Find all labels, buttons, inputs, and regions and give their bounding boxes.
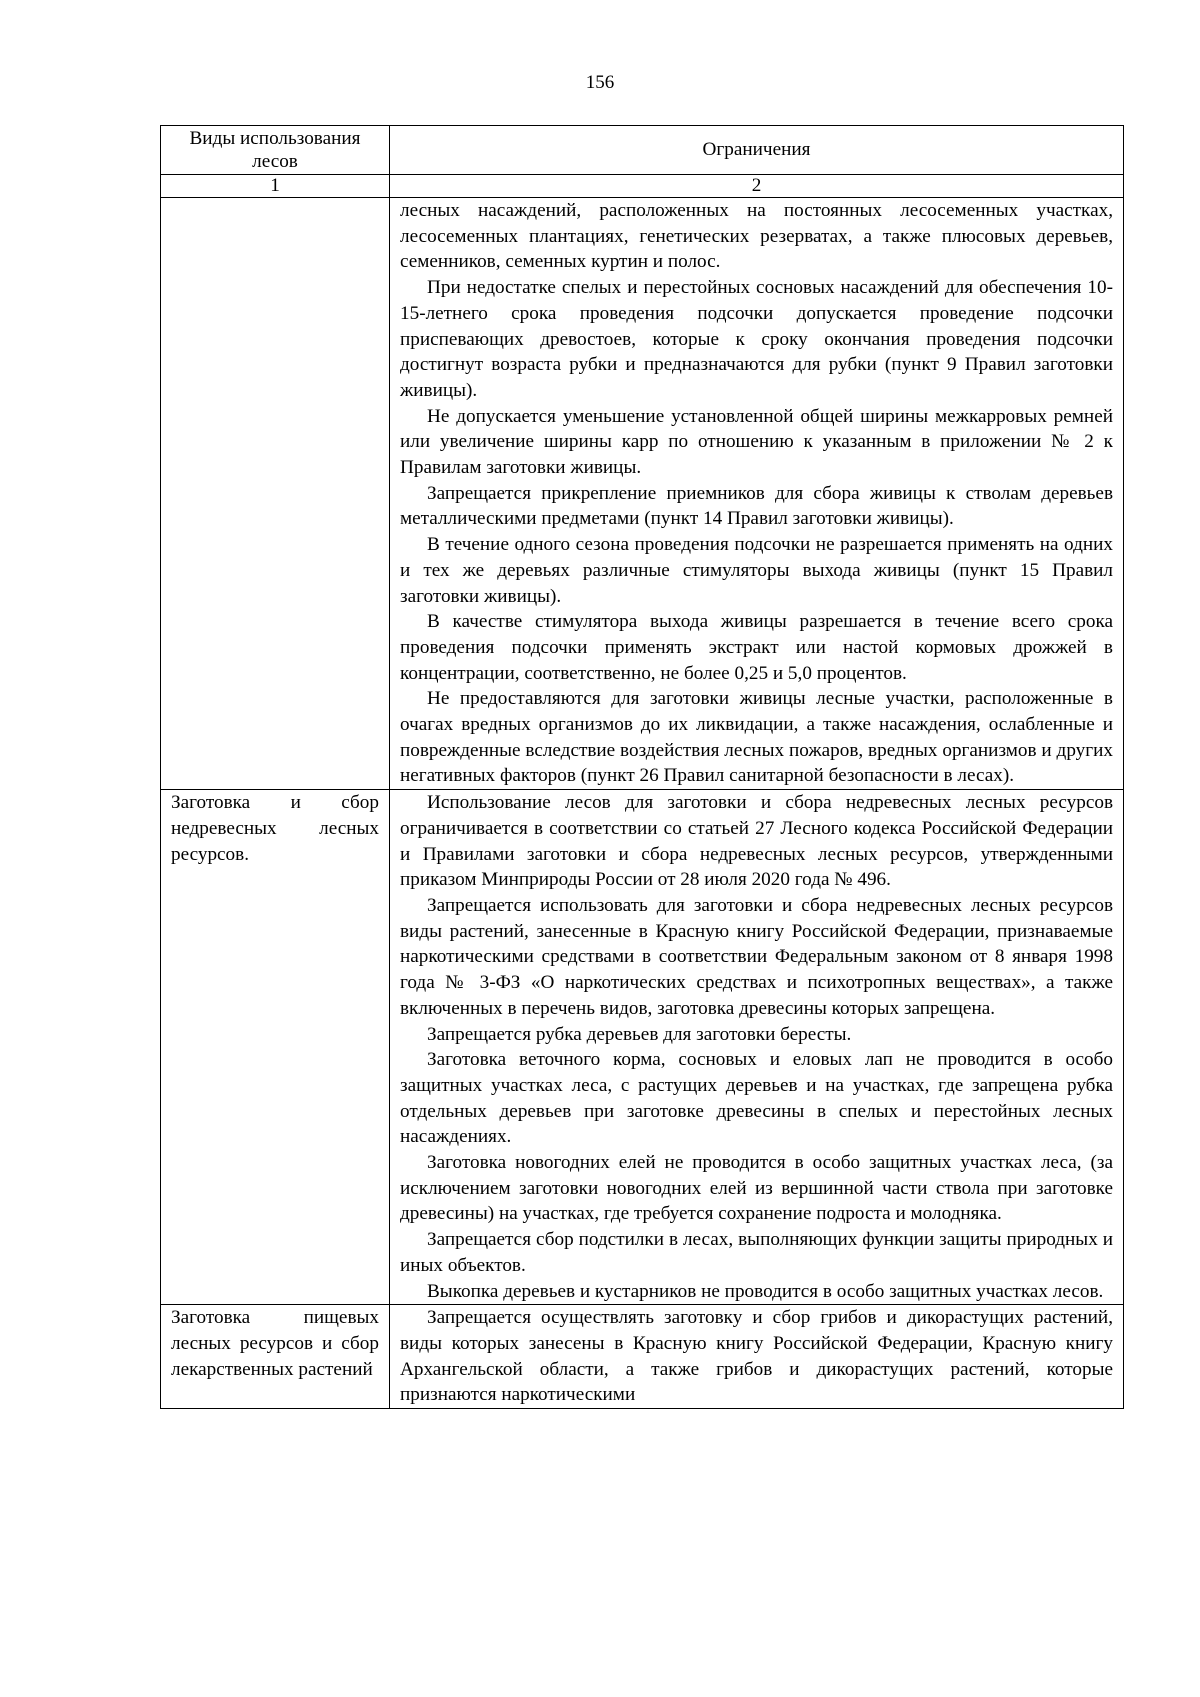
table-row	[161, 790, 1124, 1305]
paragraph: Запрещается осуществлять заготовку и сбор грибов и дикорастущих растений, виды которых занесены в Красную книгу Российской Федерации, Красную книгу Архангельской области, а также грибов и дикорастущих растений, которые признаются наркотическими	[400, 1307, 1113, 1406]
paragraph: В качестве стимулятора выхода живицы разрешается в течение всего срока проведения подсочки применять экстракт или настой кормовых дрожжей в концентрации, соответственно, не более 0,25 и 5,0 процентов.	[400, 611, 1113, 684]
paragraph: Не предоставляются для заготовки живицы лесные участки, расположенные в очагах вредных организмов до их ликвидации, а также насаждения, ослабленные и поврежденные вследствие воздействия лесных пожаров, вредных организмов и других негативных факторов (пункт 26 Правил санитарной безопасности в лесах).	[400, 688, 1113, 787]
table-row	[161, 1305, 1124, 1409]
row-kind-cell: Заготовка пищевых лесных ресурсов и сбор лекарственных растений	[161, 1305, 390, 1409]
paragraph: лесных насаждений, расположенных на постоянных лесосеменных участках, лесосеменных плантациях, генетических резерватах, а также плюсовых деревьев, семенников, семенных куртин и полос.	[400, 200, 1113, 273]
table-column-numbers-row	[161, 175, 1124, 198]
table-row	[161, 198, 1124, 790]
row-restrictions-cell	[390, 198, 1124, 790]
paragraph: Запрещается рубка деревьев для заготовки бересты.	[427, 1023, 852, 1045]
column-number-1: 1	[161, 175, 390, 198]
paragraph: Заготовка веточного корма, сосновых и еловых лап не проводится в особо защитных участках леса, с растущих деревьев и на участках, где запрещена рубка отдельных деревьев при заготовке древесины в спелых и перестойных лесных насаждениях.	[400, 1049, 1113, 1148]
paragraph: Использование лесов для заготовки и сбора недревесных лесных ресурсов ограничивается в соответствии со статьей 27 Лесного кодекса Российской Федерации и Правилами заготовки и сбора недревесных лесных ресурсов, утвержденными приказом Минприроды России от 28 июля 2020 года № 496.	[400, 792, 1113, 891]
paragraph: При недостатке спелых и перестойных сосновых насаждений для обеспечения 10-15-летнего срока проведения подсочки допускается проведение подсочки приспевающих древостоев, которые к сроку окончания проведения подсочки достигнут возраста рубки и предназначаются для рубки (пункт 9 Правил заготовки живицы).	[400, 277, 1113, 401]
row-kind-cell: Заготовка и сбор недревесных лесных ресурсов.	[161, 790, 390, 1305]
page-number: 156	[585, 72, 615, 93]
row-restrictions-cell	[390, 790, 1124, 1305]
paragraph: Запрещается использовать для заготовки и сбора недревесных лесных ресурсов виды растений, занесенные в Красную книгу Российской Федерации, признаваемые наркотическими средствами в соответствии Федеральным законом от 8 января 1998 года № 3-ФЗ «О наркотических средствах и психотропных веществах», а также включенных в перечень видов, заготовка древесины которых запрещена.	[400, 894, 1113, 1019]
header-restrictions: Ограничения	[390, 126, 1124, 175]
row-restrictions-cell	[390, 1305, 1124, 1409]
header-forest-use-types: Виды использования лесов	[161, 126, 390, 175]
row-kind-cell	[161, 198, 390, 790]
column-number-2: 2	[390, 175, 1124, 198]
paragraph: Заготовка новогодних елей не проводится в особо защитных участках леса, (за исключением заготовки новогодних елей из вершинной части ствола при заготовке древесины) на участках, где требуется сохранение подроста и молодняка.	[400, 1152, 1113, 1225]
restrictions-table	[160, 125, 1124, 1409]
paragraph: Не допускается уменьшение установленной общей ширины межкарровых ремней или увеличение ширины карр по отношению к указанным в приложении № 2 к Правилам заготовки живицы.	[400, 405, 1113, 479]
paragraph: В течение одного сезона проведения подсочки не разрешается применять на одних и тех же деревьях различные стимуляторы выхода живицы (пункт 15 Правил заготовки живицы).	[400, 534, 1113, 607]
paragraph: Запрещается прикрепление приемников для сбора живицы к стволам деревьев металлическими предметами (пункт 14 Правил заготовки живицы).	[400, 482, 1113, 530]
paragraph: Выкопка деревьев и кустарников не проводится в особо защитных участках лесов.	[427, 1280, 1104, 1302]
table-header-row	[161, 126, 1124, 175]
paragraph: Запрещается сбор подстилки в лесах, выполняющих функции защиты природных и иных объектов.	[400, 1229, 1113, 1276]
